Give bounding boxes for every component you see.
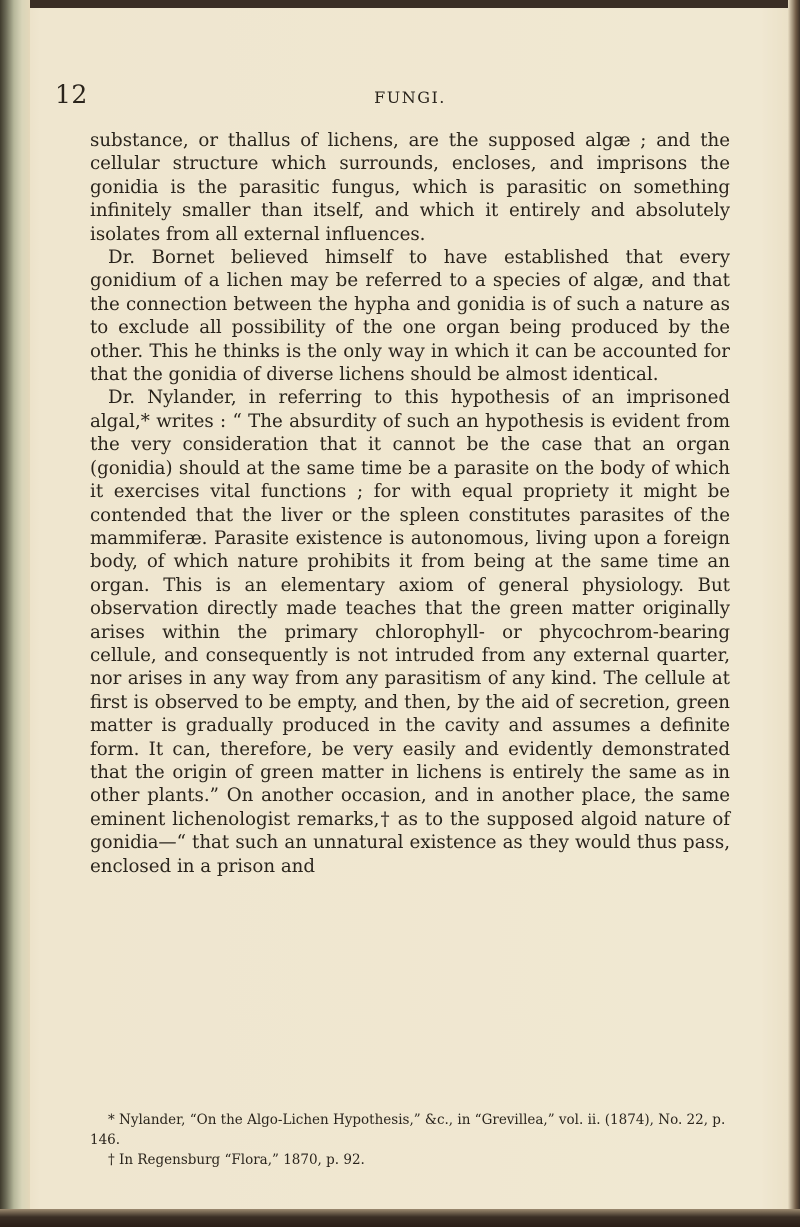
paragraph: Dr. Nylander, in referring to this hypothesis of an imprisoned algal,* writes : “ The absurdity of such an hypothesis is evident from the very consideration that it cannot be the case that an organ (gonidia) should at the same time be a parasite on the body of which it exercises vital functions ; for with equal propriety it might be contended that the liver or the spleen constitutes parasites of the mammiferæ. Parasite existence is autonomous, living upon a foreign body, of which nature prohibits it from being at the same time an organ. This is an elementary axiom of general physiology. But observation directly made teaches that the green matter originally arises within the primary chlorophyll- or phycochrom-bearing cellule, and consequently is not intruded from any external quarter, nor arises in any way from any parasitism of any kind. The cellule at first is observed to be empty, and then, by the aid of secretion, green matter is gradually produced in the cavity and assumes a definite form. It can, therefore, be very easily and evidently demonstrated that the origin of green matter in lichens is entirely the same as in other plants.” On another occasion, and in another place, the same eminent lichenologist remarks,† as to the supposed algoid nature of gonidia—“ that such an unnatural existence as they would thus pass, enclosed in a prison and bbox=[90, 387, 730, 877]
paragraph: Dr. Bornet believed himself to have established that every gonidium of a lichen may be referred to a species of algæ, and that the connection between the hypha and gonidia is of such a nature as to exclude all possibility of the one organ being produced by the other. This he thinks is the only way in which it can be accounted for that the gonidia of diverse lichens should be almost identical. bbox=[90, 247, 730, 386]
page-top-edge bbox=[0, 0, 800, 8]
page-number: 12 bbox=[55, 80, 88, 109]
page-right-edge bbox=[788, 0, 800, 1227]
body-text bbox=[90, 129, 730, 878]
running-head: FUNGI. bbox=[374, 88, 446, 107]
book-binding bbox=[0, 0, 30, 1227]
footnotes bbox=[90, 1110, 730, 1170]
paragraph: substance, or thallus of lichens, are the supposed algæ ; and the cellular structure which surrounds, encloses, and imprisons the gonidia is the parasitic fungus, which is parasitic on something infinitely smaller than itself, and which it entirely and absolutely isolates from all external influences. bbox=[90, 130, 730, 245]
footnote: * Nylander, “On the Algo-Lichen Hypothesis,” &c., in “Grevillea,” vol. ii. (1874), No. 22, p. 146. bbox=[90, 1112, 726, 1148]
page-header bbox=[55, 80, 730, 112]
footnote: † In Regensburg “Flora,” 1870, p. 92. bbox=[108, 1152, 365, 1168]
page-bottom-edge bbox=[0, 1209, 800, 1227]
